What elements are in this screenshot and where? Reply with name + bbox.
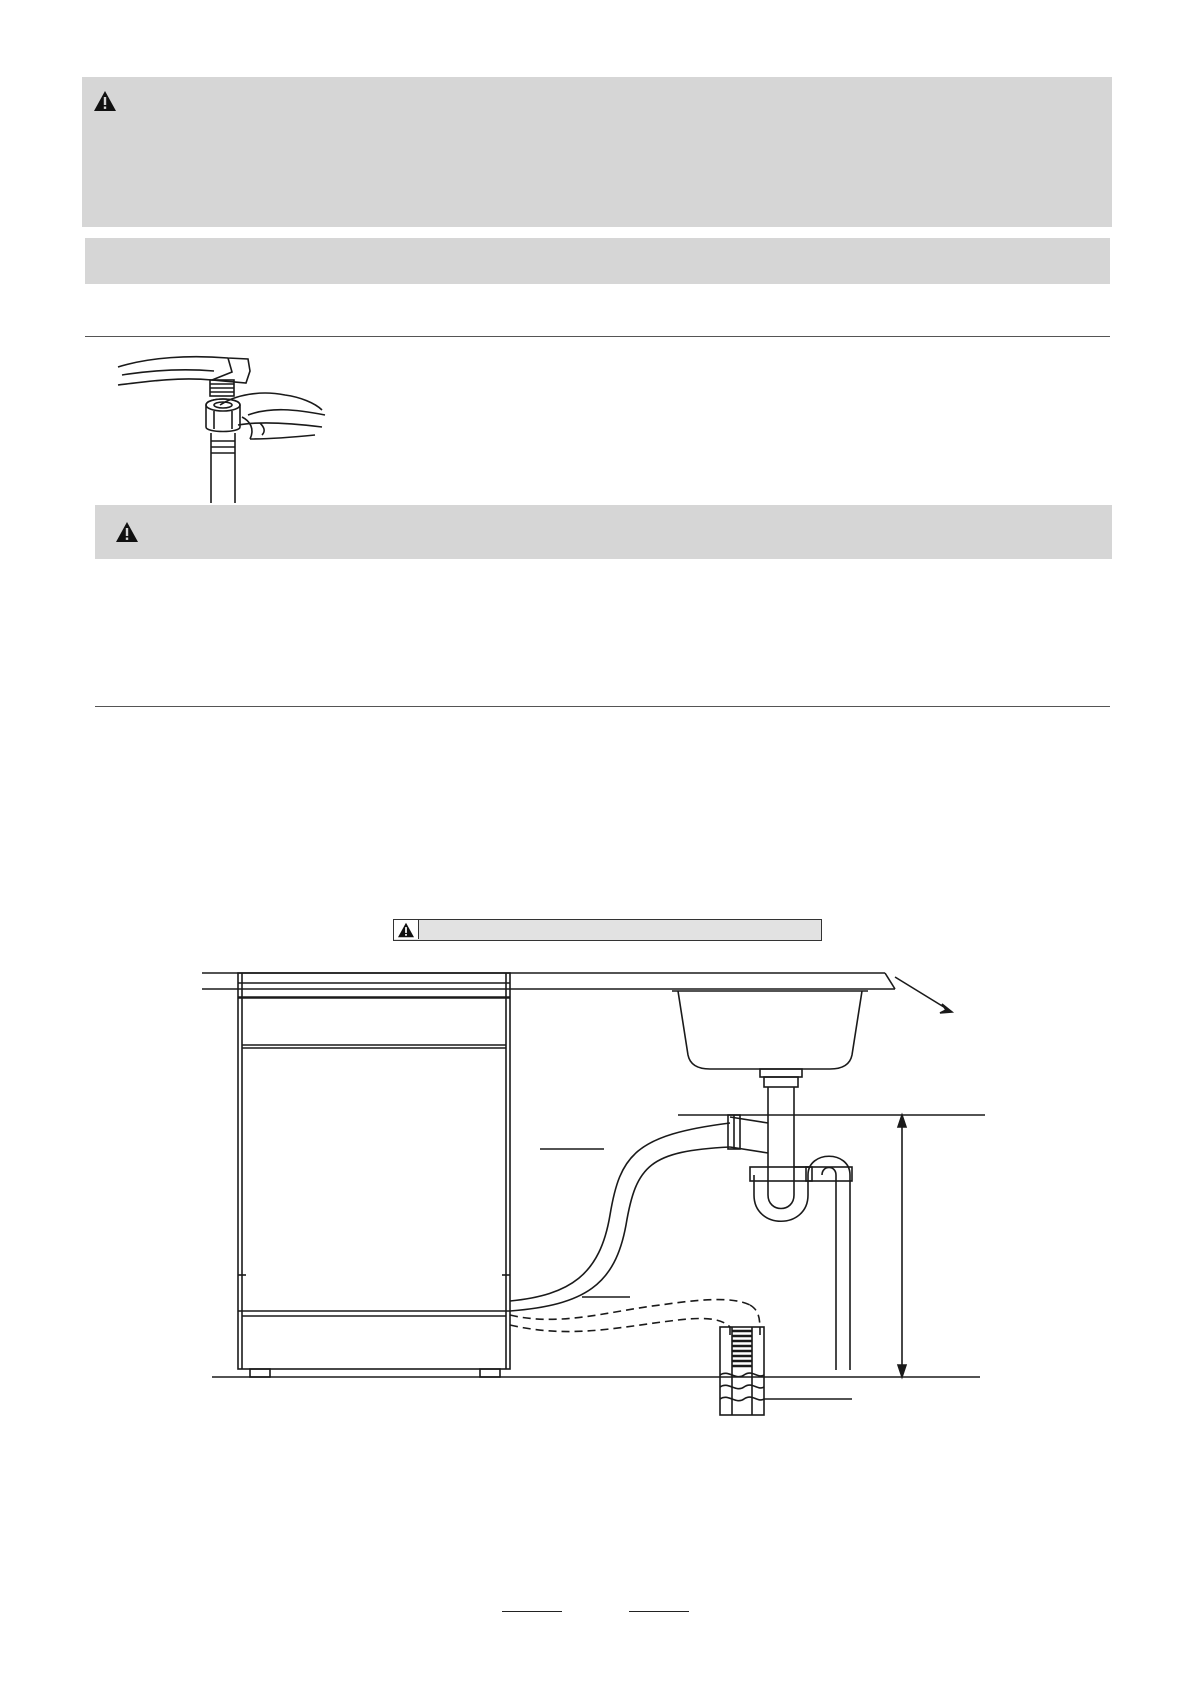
drain-hose-installation-diagram xyxy=(190,955,1190,1425)
section-divider xyxy=(95,706,1110,707)
warning-triangle-icon xyxy=(397,922,415,938)
footer-underline-right xyxy=(629,1611,689,1612)
diagram-warning-banner xyxy=(393,919,822,941)
warning-box-top xyxy=(82,77,1112,227)
section-heading-bar xyxy=(85,238,1110,284)
warning-triangle-icon xyxy=(93,90,117,112)
footer-underline-left xyxy=(502,1611,562,1612)
warning-box-hose xyxy=(95,505,1112,559)
faucet-hose-illustration xyxy=(110,335,330,505)
diagram-warning-icon-cell xyxy=(394,920,419,939)
warning-triangle-icon xyxy=(115,521,139,543)
